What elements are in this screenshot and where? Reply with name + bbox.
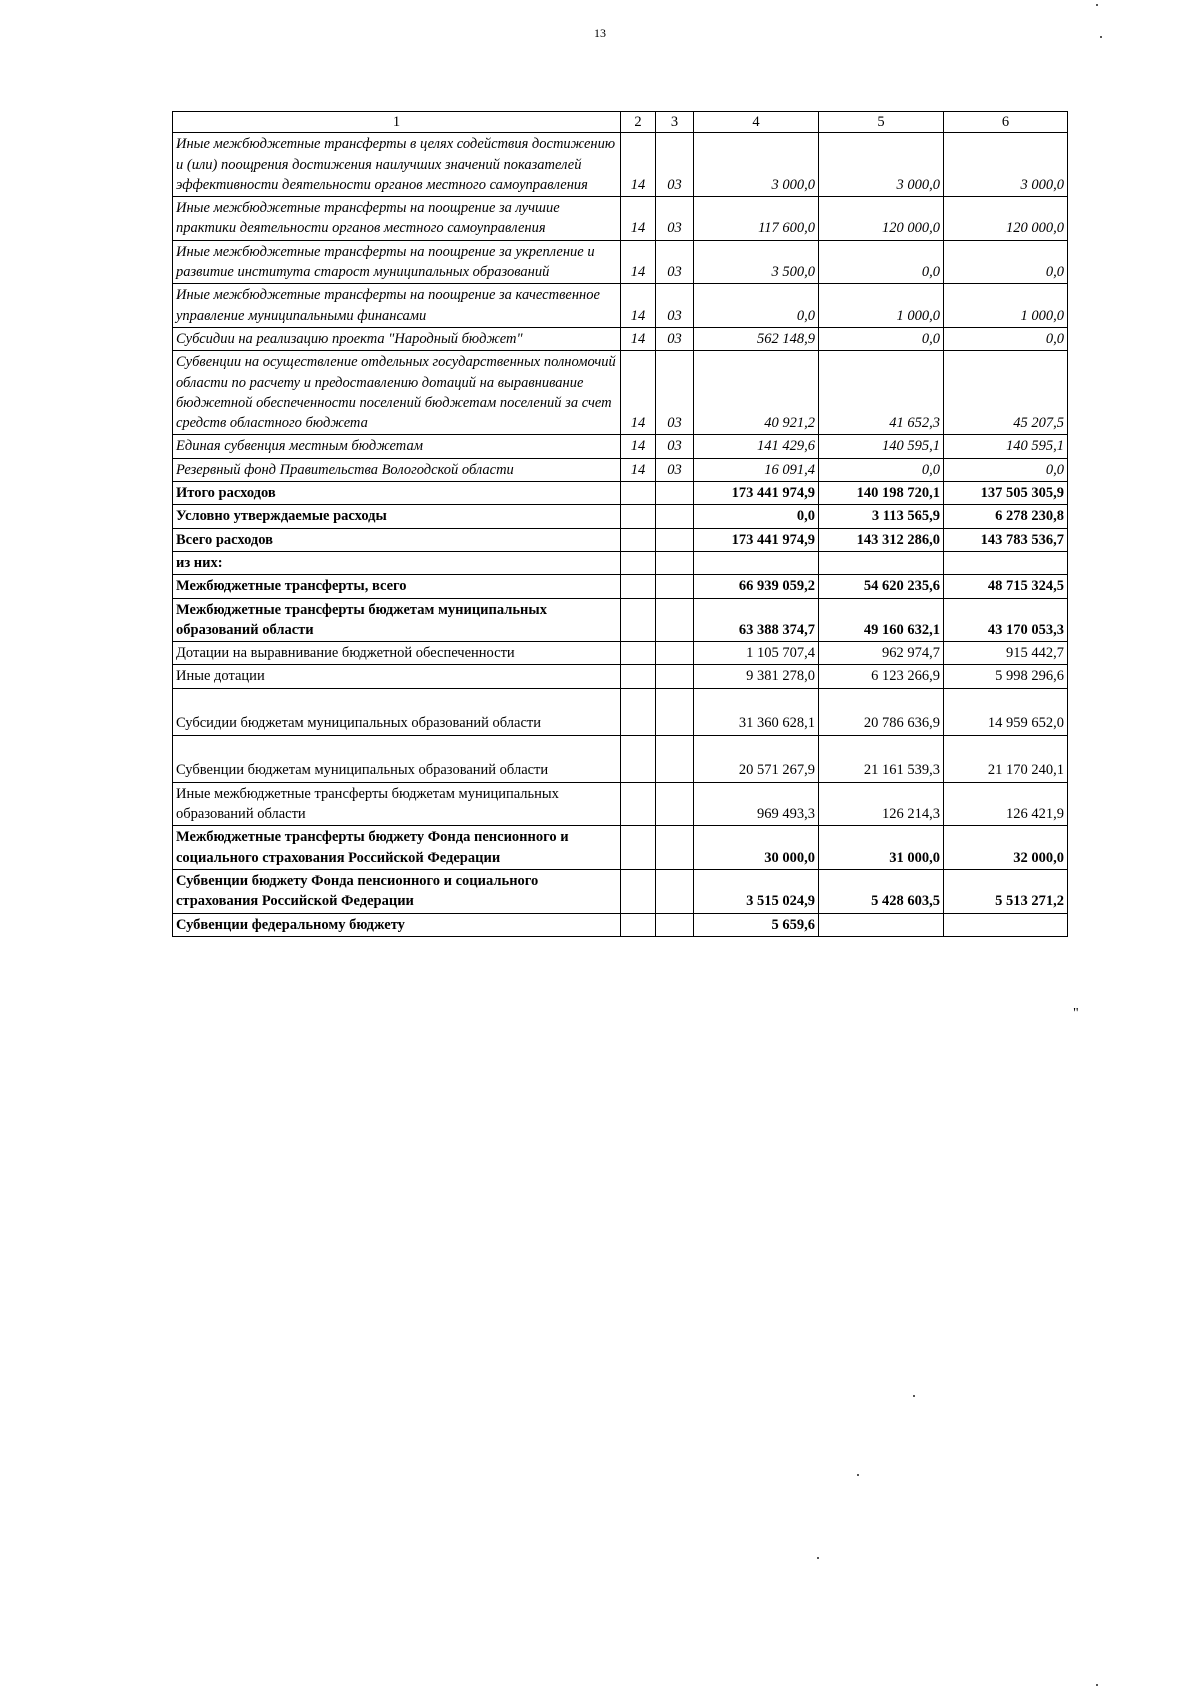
row-name-cell: Иные дотации xyxy=(173,665,621,688)
row-value-col4: 0,0 xyxy=(694,505,819,528)
table-row xyxy=(173,575,1068,598)
row-value-col4: 63 388 374,7 xyxy=(694,598,819,642)
scan-speck xyxy=(1096,4,1098,6)
scan-speck xyxy=(1100,36,1102,38)
row-value-col4: 0,0 xyxy=(694,284,819,328)
row-subsection-cell xyxy=(656,575,694,598)
row-subsection-cell xyxy=(656,528,694,551)
row-section-cell xyxy=(621,869,656,913)
row-value-col5 xyxy=(819,913,944,936)
row-subsection-cell: 03 xyxy=(656,351,694,435)
row-subsection-cell: 03 xyxy=(656,240,694,284)
header-cell: 1 xyxy=(173,112,621,133)
row-value-col4: 1 105 707,4 xyxy=(694,642,819,665)
table-row xyxy=(173,351,1068,435)
row-section-cell: 14 xyxy=(621,240,656,284)
table-row xyxy=(173,435,1068,458)
row-subsection-cell: 03 xyxy=(656,435,694,458)
row-subsection-cell: 03 xyxy=(656,458,694,481)
row-value-col6: 0,0 xyxy=(944,240,1068,284)
row-value-col5: 5 428 603,5 xyxy=(819,869,944,913)
row-subsection-cell xyxy=(656,482,694,505)
table-row xyxy=(173,240,1068,284)
row-section-cell xyxy=(621,598,656,642)
row-subsection-cell xyxy=(656,665,694,688)
row-section-cell xyxy=(621,528,656,551)
row-name-cell: Единая субвенция местным бюджетам xyxy=(173,435,621,458)
row-name-cell: Дотации на выравнивание бюджетной обеспеченности xyxy=(173,642,621,665)
row-value-col6: 14 959 652,0 xyxy=(944,688,1068,735)
row-value-col6: 43 170 053,3 xyxy=(944,598,1068,642)
page-number: 13 xyxy=(594,26,606,40)
table-row xyxy=(173,551,1068,574)
row-subsection-cell xyxy=(656,642,694,665)
table-row xyxy=(173,458,1068,481)
row-value-col5: 21 161 539,3 xyxy=(819,735,944,782)
row-name-cell: Резервный фонд Правительства Вологодской области xyxy=(173,458,621,481)
row-value-col6: 137 505 305,9 xyxy=(944,482,1068,505)
header-cell: 4 xyxy=(694,112,819,133)
row-name-cell: Межбюджетные трансферты, всего xyxy=(173,575,621,598)
row-value-col5: 20 786 636,9 xyxy=(819,688,944,735)
scan-speck xyxy=(817,1557,819,1559)
row-value-col6: 5 998 296,6 xyxy=(944,665,1068,688)
row-value-col5: 1 000,0 xyxy=(819,284,944,328)
header-cell: 3 xyxy=(656,112,694,133)
row-section-cell xyxy=(621,826,656,870)
row-value-col6: 48 715 324,5 xyxy=(944,575,1068,598)
row-name-cell: Субвенции федеральному бюджету xyxy=(173,913,621,936)
row-value-col5 xyxy=(819,551,944,574)
row-value-col6: 0,0 xyxy=(944,458,1068,481)
scan-speck xyxy=(1096,1684,1098,1686)
row-value-col6: 915 442,7 xyxy=(944,642,1068,665)
table-row xyxy=(173,598,1068,642)
row-value-col4: 40 921,2 xyxy=(694,351,819,435)
table-row xyxy=(173,642,1068,665)
row-value-col4: 562 148,9 xyxy=(694,327,819,350)
table-row xyxy=(173,688,1068,735)
row-value-col4 xyxy=(694,551,819,574)
row-name-cell: Субвенции бюджету Фонда пенсионного и социального страхования Российской Федерации xyxy=(173,869,621,913)
row-name-cell: Иные межбюджетные трансферты на поощрение за качественное управление муниципальными финансами xyxy=(173,284,621,328)
budget-table xyxy=(172,111,1068,937)
row-name-cell: Субсидии на реализацию проекта "Народный бюджет" xyxy=(173,327,621,350)
row-name-cell: Иные межбюджетные трансферты в целях содействия достижению и (или) поощрения достижения наилучших значений показателей эффективности деятельности органов местного самоуправления xyxy=(173,133,621,197)
row-value-col5: 6 123 266,9 xyxy=(819,665,944,688)
row-value-col6: 120 000,0 xyxy=(944,197,1068,241)
row-value-col4: 3 515 024,9 xyxy=(694,869,819,913)
row-name-cell: Субвенции на осуществление отдельных государственных полномочий области по расчету и предоставлению дотаций на выравнивание бюджетной обеспеченности поселений бюджетам поселений за счет средств областного бюджета xyxy=(173,351,621,435)
row-value-col6 xyxy=(944,551,1068,574)
row-value-col6: 0,0 xyxy=(944,327,1068,350)
row-section-cell xyxy=(621,575,656,598)
row-value-col5: 140 595,1 xyxy=(819,435,944,458)
row-section-cell: 14 xyxy=(621,197,656,241)
header-cell: 5 xyxy=(819,112,944,133)
row-section-cell xyxy=(621,505,656,528)
row-value-col5: 31 000,0 xyxy=(819,826,944,870)
row-value-col5: 0,0 xyxy=(819,458,944,481)
row-value-col6 xyxy=(944,913,1068,936)
row-value-col6: 6 278 230,8 xyxy=(944,505,1068,528)
row-value-col4: 117 600,0 xyxy=(694,197,819,241)
row-section-cell xyxy=(621,482,656,505)
closing-quote: " xyxy=(1073,1006,1079,1021)
header-cell: 2 xyxy=(621,112,656,133)
row-subsection-cell: 03 xyxy=(656,133,694,197)
row-value-col4: 31 360 628,1 xyxy=(694,688,819,735)
row-section-cell: 14 xyxy=(621,351,656,435)
row-subsection-cell xyxy=(656,782,694,826)
row-subsection-cell xyxy=(656,598,694,642)
row-value-col5: 126 214,3 xyxy=(819,782,944,826)
row-value-col4: 173 441 974,9 xyxy=(694,528,819,551)
row-value-col6: 140 595,1 xyxy=(944,435,1068,458)
row-name-cell: Иные межбюджетные трансферты на поощрение за укрепление и развитие института старост муниципальных образований xyxy=(173,240,621,284)
row-name-cell: Иные межбюджетные трансферты бюджетам муниципальных образований области xyxy=(173,782,621,826)
row-value-col6: 143 783 536,7 xyxy=(944,528,1068,551)
row-value-col4: 66 939 059,2 xyxy=(694,575,819,598)
row-name-cell: Субвенции бюджетам муниципальных образований области xyxy=(173,735,621,782)
row-subsection-cell xyxy=(656,826,694,870)
row-value-col5: 49 160 632,1 xyxy=(819,598,944,642)
row-name-cell: Межбюджетные трансферты бюджетам муниципальных образований области xyxy=(173,598,621,642)
row-name-cell: Субсидии бюджетам муниципальных образований области xyxy=(173,688,621,735)
row-value-col5: 120 000,0 xyxy=(819,197,944,241)
row-name-cell: из них: xyxy=(173,551,621,574)
row-value-col4: 141 429,6 xyxy=(694,435,819,458)
table-row xyxy=(173,284,1068,328)
row-value-col5: 0,0 xyxy=(819,327,944,350)
row-section-cell: 14 xyxy=(621,133,656,197)
row-value-col5: 54 620 235,6 xyxy=(819,575,944,598)
row-subsection-cell xyxy=(656,505,694,528)
scan-speck xyxy=(913,1395,915,1397)
row-value-col5: 0,0 xyxy=(819,240,944,284)
row-name-cell: Межбюджетные трансферты бюджету Фонда пенсионного и социального страхования Российской Федерации xyxy=(173,826,621,870)
table-row xyxy=(173,197,1068,241)
table-row xyxy=(173,735,1068,782)
row-section-cell xyxy=(621,665,656,688)
row-section-cell: 14 xyxy=(621,284,656,328)
row-value-col6: 5 513 271,2 xyxy=(944,869,1068,913)
row-value-col6: 126 421,9 xyxy=(944,782,1068,826)
table-row xyxy=(173,482,1068,505)
table-row xyxy=(173,782,1068,826)
row-value-col4: 20 571 267,9 xyxy=(694,735,819,782)
row-value-col4: 16 091,4 xyxy=(694,458,819,481)
row-subsection-cell xyxy=(656,869,694,913)
row-name-cell: Иные межбюджетные трансферты на поощрение за лучшие практики деятельности органов местного самоуправления xyxy=(173,197,621,241)
table-row xyxy=(173,913,1068,936)
row-value-col6: 32 000,0 xyxy=(944,826,1068,870)
row-value-col6: 3 000,0 xyxy=(944,133,1068,197)
row-value-col5: 140 198 720,1 xyxy=(819,482,944,505)
row-subsection-cell: 03 xyxy=(656,327,694,350)
row-section-cell xyxy=(621,913,656,936)
row-value-col4: 9 381 278,0 xyxy=(694,665,819,688)
row-section-cell xyxy=(621,688,656,735)
row-name-cell: Итого расходов xyxy=(173,482,621,505)
row-value-col5: 3 113 565,9 xyxy=(819,505,944,528)
row-value-col5: 143 312 286,0 xyxy=(819,528,944,551)
row-section-cell xyxy=(621,782,656,826)
row-value-col5: 962 974,7 xyxy=(819,642,944,665)
table-row xyxy=(173,665,1068,688)
row-subsection-cell xyxy=(656,735,694,782)
table-row xyxy=(173,133,1068,197)
row-value-col4: 30 000,0 xyxy=(694,826,819,870)
row-subsection-cell xyxy=(656,551,694,574)
row-section-cell: 14 xyxy=(621,327,656,350)
scan-speck xyxy=(857,1474,859,1476)
row-value-col4: 5 659,6 xyxy=(694,913,819,936)
table-row xyxy=(173,327,1068,350)
row-value-col5: 3 000,0 xyxy=(819,133,944,197)
row-section-cell: 14 xyxy=(621,458,656,481)
row-name-cell: Условно утверждаемые расходы xyxy=(173,505,621,528)
header-row xyxy=(173,112,1068,133)
header-cell: 6 xyxy=(944,112,1068,133)
row-value-col6: 45 207,5 xyxy=(944,351,1068,435)
row-subsection-cell: 03 xyxy=(656,197,694,241)
row-section-cell xyxy=(621,551,656,574)
row-value-col4: 3 500,0 xyxy=(694,240,819,284)
row-section-cell xyxy=(621,642,656,665)
row-section-cell: 14 xyxy=(621,435,656,458)
row-value-col4: 3 000,0 xyxy=(694,133,819,197)
row-value-col6: 21 170 240,1 xyxy=(944,735,1068,782)
table-row xyxy=(173,869,1068,913)
row-section-cell xyxy=(621,735,656,782)
row-subsection-cell xyxy=(656,913,694,936)
row-subsection-cell xyxy=(656,688,694,735)
row-subsection-cell: 03 xyxy=(656,284,694,328)
table-row xyxy=(173,826,1068,870)
table-row xyxy=(173,505,1068,528)
table-row xyxy=(173,528,1068,551)
row-value-col4: 173 441 974,9 xyxy=(694,482,819,505)
row-name-cell: Всего расходов xyxy=(173,528,621,551)
row-value-col6: 1 000,0 xyxy=(944,284,1068,328)
row-value-col4: 969 493,3 xyxy=(694,782,819,826)
row-value-col5: 41 652,3 xyxy=(819,351,944,435)
